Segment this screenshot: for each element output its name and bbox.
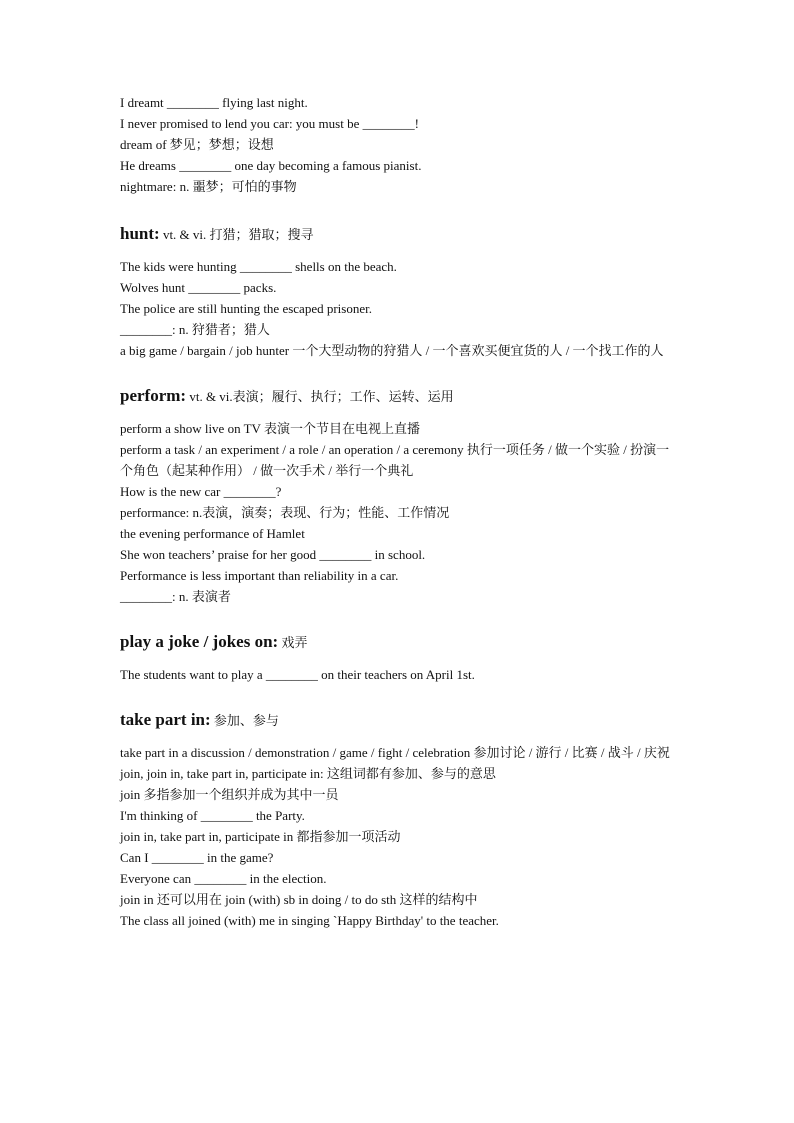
entry-gloss: 参加、参与: [210, 713, 279, 728]
text-line: How is the new car ________?: [120, 484, 282, 499]
text-line: He dreams ________ one day becoming a famous pianist.: [120, 158, 422, 173]
text-line: I never promised to lend you car: you must be ________!: [120, 116, 419, 131]
text-line: She won teachers’ praise for her good ________ in school.: [120, 547, 426, 562]
text-line: Everyone can ________ in the election.: [120, 871, 327, 886]
text-line: join, join in, take part in, participate in: 这组词都有参加、参与的意思: [120, 766, 496, 781]
text-line: a big game / bargain / job hunter 一个大型动物的狩猎人 / 一个喜欢买便宜货的人 / 一个找工作的人: [120, 343, 664, 358]
intro-block: [120, 92, 680, 197]
entry-hunt: [120, 221, 680, 361]
document-page: [120, 92, 680, 931]
entry-gloss: vt. & vi. 打猎；猎取；搜寻: [159, 227, 314, 242]
text-line: The kids were hunting ________ shells on the beach.: [120, 259, 397, 274]
text-line: Wolves hunt ________ packs.: [120, 280, 277, 295]
text-line: join in 还可以用在 join (with) sb in doing / to do sth 这样的结构中: [120, 892, 478, 907]
text-line: Can I ________ in the game?: [120, 850, 274, 865]
text-line: dream of 梦见；梦想；设想: [120, 137, 274, 152]
entry-heading: [120, 707, 680, 734]
text-line: ________: n. 狩猎者；猎人: [120, 322, 270, 337]
text-line: The police are still hunting the escaped prisoner.: [120, 301, 372, 316]
headword: hunt:: [120, 224, 160, 243]
text-line: I'm thinking of ________ the Party.: [120, 808, 305, 823]
text-line: ________: n. 表演者: [120, 589, 231, 604]
entry-gloss: vt. & vi.表演；履行、执行；工作、运转、运用: [186, 389, 454, 404]
entry-heading: [120, 383, 680, 410]
text-line: Performance is less important than reliability in a car.: [120, 568, 399, 583]
text-line: perform a task / an experiment / a role / an operation / a ceremony 执行一项任务 / 做一个实验 / 扮演一个角色（起某种作用） / 做一次手术 / 举行一个典礼: [120, 442, 670, 478]
text-line: perform a show live on TV 表演一个节目在电视上直播: [120, 421, 420, 436]
text-line: join 多指参加一个组织并成为其中一员: [120, 787, 339, 802]
text-line: The class all joined (with) me in singing `Happy Birthday' to the teacher.: [120, 913, 499, 928]
text-line: nightmare: n. 噩梦；可怕的事物: [120, 179, 297, 194]
entry-heading: [120, 629, 680, 656]
entry-play-a-joke: [120, 629, 680, 685]
text-line: The students want to play a ________ on their teachers on April 1st.: [120, 667, 475, 682]
text-line: take part in a discussion / demonstration / game / fight / celebration 参加讨论 / 游行 / 比赛 / 战斗 / 庆祝: [120, 745, 670, 760]
entry-take-part-in: [120, 707, 680, 931]
entry-heading: [120, 221, 680, 248]
text-line: the evening performance of Hamlet: [120, 526, 305, 541]
text-line: join in, take part in, participate in 都指参加一项活动: [120, 829, 401, 844]
headword: take part in:: [120, 710, 211, 729]
text-line: I dreamt ________ flying last night.: [120, 95, 308, 110]
entry-gloss: 戏弄: [278, 635, 308, 650]
headword: play a joke / jokes on:: [120, 632, 279, 651]
text-line: performance: n.表演，演奏；表现、行为；性能、工作情况: [120, 505, 450, 520]
headword: perform:: [120, 386, 187, 405]
entry-perform: [120, 383, 680, 607]
